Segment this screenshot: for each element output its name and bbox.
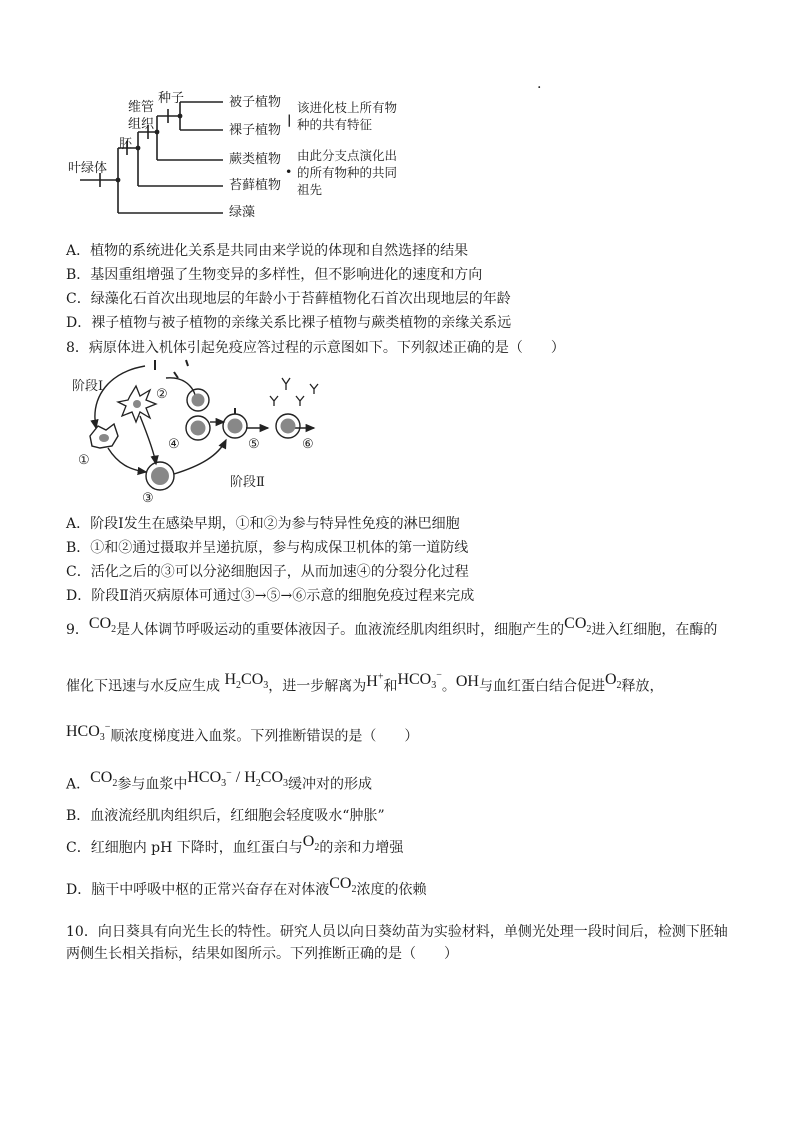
taxon-green-algae: 绿藻 <box>229 205 256 220</box>
q9-option-d: D．脑干中呼吸中枢的正常兴奋存在对体液$CO_2$浓度的依赖 <box>66 875 427 898</box>
label-tissue: 组织 <box>128 117 155 132</box>
legend-dot-text-1: 由此分支点演化出 <box>297 148 398 163</box>
q7-option-c: C．绿藻化石首次出现地层的年龄小于苔藓植物化石首次出现地层的年龄 <box>66 291 511 307</box>
legend-dot-symbol: • <box>285 164 293 179</box>
q8-option-b: B．①和②通过摄取并呈递抗原，参与构成保卫机体的第一道防线 <box>66 540 469 556</box>
q7-option-d: D．裸子植物与被子植物的亲缘关系比裸子植物与蕨类植物的亲缘关系远 <box>66 315 512 331</box>
num-3: ③ <box>142 491 154 506</box>
q9-line-3: $HCO_3^-$顺浓度梯度进入血浆。下列推断错误的是（ ） <box>66 722 419 745</box>
legend-dot-text-3: 祖先 <box>297 182 323 197</box>
q8-option-d: D．阶段Ⅱ消灭病原体可通过③→⑤→⑥示意的细胞免疫过程来完成 <box>66 588 475 604</box>
num-2: ② <box>156 387 168 402</box>
stage-2-label: 阶段Ⅱ <box>230 475 265 490</box>
q9-option-a: A．$CO_2$参与血浆中$HCO_3^- / H_2CO_3$缓冲对的形成 <box>66 768 373 793</box>
q7-option-a: A．植物的系统进化关系是共同由来学说的体现和自然选择的结果 <box>66 243 469 259</box>
taxon-gymnosperms: 裸子植物 <box>229 123 282 138</box>
num-4: ④ <box>168 437 180 452</box>
taxon-bryophytes: 苔藓植物 <box>229 178 282 193</box>
q9-option-c: C．红细胞内 pH 下降时，血红蛋白与$O_2$的亲和力增强 <box>66 833 404 856</box>
arrow-2-to-3 <box>140 416 156 464</box>
label-chloroplast: 叶绿体 <box>68 161 108 176</box>
q8-option-a: A．阶段Ⅰ发生在感染早期，①和②为参与特异性免疫的淋巴细胞 <box>66 516 460 532</box>
arrow-1-to-3 <box>108 448 146 472</box>
q9-line-1: 9．$CO_2$是人体调节呼吸运动的重要体液因子。血液流经肌肉组织时，细胞产生的$CO_2$进入红细胞，在酶的 <box>66 615 718 638</box>
q7-option-b: B．基因重组增强了生物变异的多样性，但不影响进化的速度和方向 <box>66 267 483 283</box>
q10-line-2: 两侧生长相关指标，结果如图所示。下列推断正确的是（ ） <box>66 946 458 962</box>
antibodies <box>270 378 318 406</box>
legend-bar-text-2: 种的共有特征 <box>297 117 373 132</box>
legend-dot-text-2: 的所有物种的共同 <box>297 165 398 180</box>
label-vascular: 维管 <box>128 100 155 115</box>
arrow-3-to-4 <box>174 440 226 474</box>
q9-line-2: 催化下迅速与水反应生成 $H_2CO_3$，进一步解离为H+和$HCO_3^-$。OH与血红蛋白结合促进$O_2$释放， <box>66 670 664 695</box>
q9-option-b: B．血液流经肌肉组织后，红细胞会轻度吸水“肿胀” <box>66 808 385 824</box>
label-embryo: 胚 <box>119 137 133 152</box>
q8-stem: 8．病原体进入机体引起免疫应答过程的示意图如下。下列叙述正确的是（ ） <box>66 340 565 356</box>
label-seed: 种子 <box>158 91 185 106</box>
q10-line-1: 10．向日葵具有向光生长的特性。研究人员以向日葵幼苗为实验材料，单侧光处理一段时间后，检测下胚轴 <box>66 924 728 940</box>
taxon-angiosperms: 被子植物 <box>229 95 282 110</box>
num-1: ① <box>78 453 90 468</box>
legend-bar-symbol: | <box>287 112 292 127</box>
taxon-ferns: 蕨类植物 <box>229 152 282 167</box>
num-5: ⑤ <box>248 437 260 452</box>
legend-bar-text-1: 该进化枝上所有物 <box>297 100 398 115</box>
num-6: ⑥ <box>302 437 314 452</box>
stray-dot: . <box>537 76 542 92</box>
stage-1-label: 阶段Ⅰ <box>72 379 104 394</box>
immune-response-diagram <box>70 356 350 506</box>
q8-option-c: C．活化之后的③可以分泌细胞因子，从而加速④的分裂分化过程 <box>66 564 469 580</box>
